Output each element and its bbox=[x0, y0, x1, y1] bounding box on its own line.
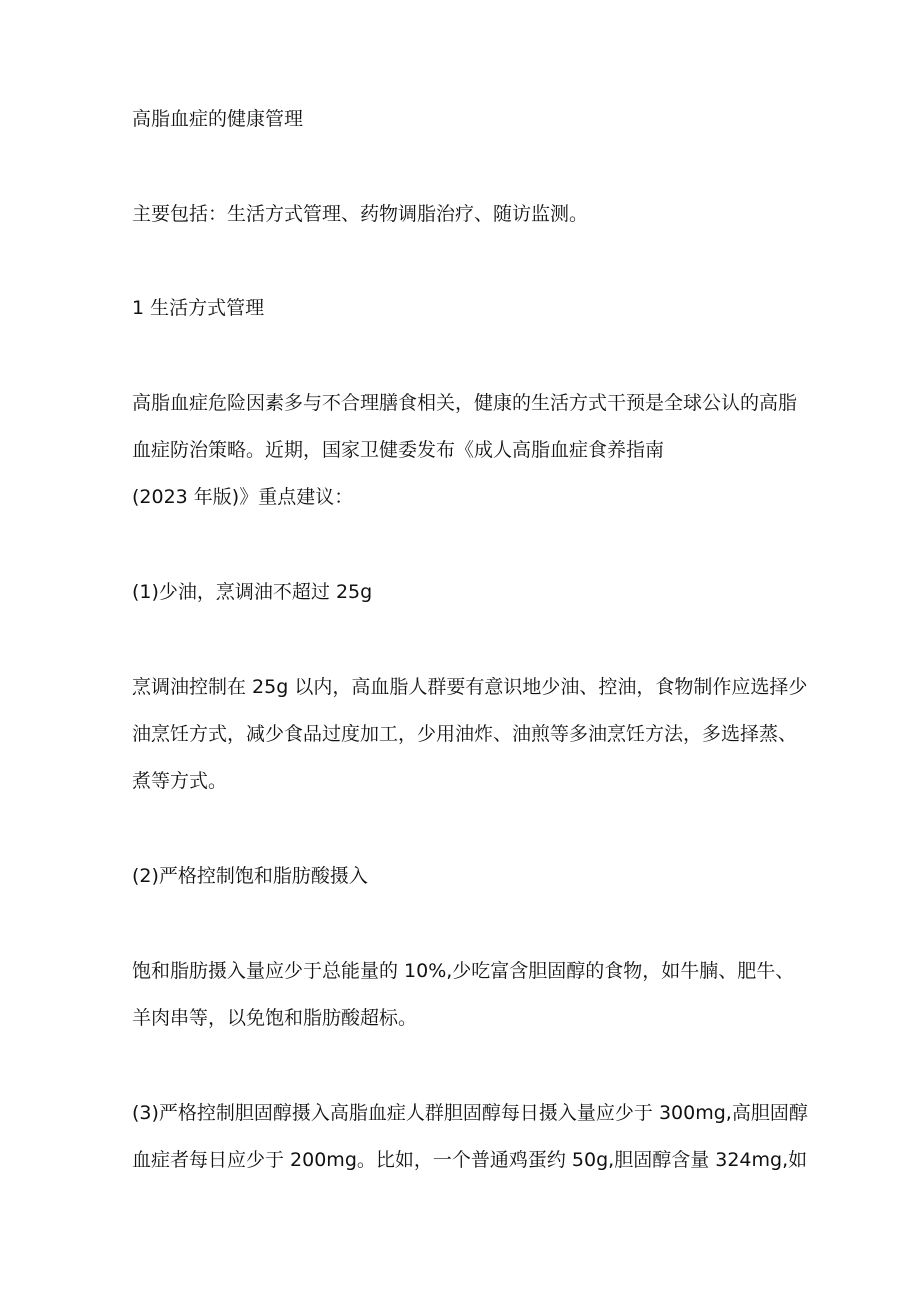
paragraph-line: 油烹饪方式，减少食品过度加工，少用油炸、油煎等多油烹饪方法，多选择蒸、 bbox=[132, 723, 798, 745]
paragraph-line: 羊肉串等，以免饱和脂肪酸超标。 bbox=[132, 1007, 418, 1029]
paragraph-line: 煮等方式。 bbox=[132, 770, 228, 792]
intro-paragraph: 主要包括：生活方式管理、药物调脂治疗、随访监测。 bbox=[132, 203, 589, 225]
document-title: 高脂血症的健康管理 bbox=[132, 108, 304, 130]
section-heading: 1 生活方式管理 bbox=[132, 297, 265, 319]
item-heading: (1)少油，烹调油不超过 25g bbox=[132, 581, 373, 603]
paragraph-line: 烹调油控制在 25g 以内，高血脂人群要有意识地少油、控油，食物制作应选择少 bbox=[132, 676, 808, 698]
paragraph-line: 饱和脂肪摄入量应少于总能量的 10%,少吃富含胆固醇的食物，如牛腩、肥牛、 bbox=[132, 960, 795, 982]
item-heading: (2)严格控制饱和脂肪酸摄入 bbox=[132, 865, 368, 887]
paragraph-line: 高脂血症危险因素多与不合理膳食相关，健康的生活方式干预是全球公认的高脂 bbox=[132, 392, 798, 414]
paragraph-line: 血症防治策略。近期，国家卫健委发布《成人高脂血症食养指南 bbox=[132, 439, 665, 461]
paragraph-line: 血症者每日应少于 200mg。比如，一个普通鸡蛋约 50g,胆固醇含量 324mg,如 bbox=[132, 1149, 808, 1171]
paragraph-line: (3)严格控制胆固醇摄入高脂血症人群胆固醇每日摄入量应少于 300mg,高胆固醇 bbox=[132, 1102, 808, 1124]
paragraph-line: (2023 年版)》重点建议： bbox=[132, 486, 354, 508]
